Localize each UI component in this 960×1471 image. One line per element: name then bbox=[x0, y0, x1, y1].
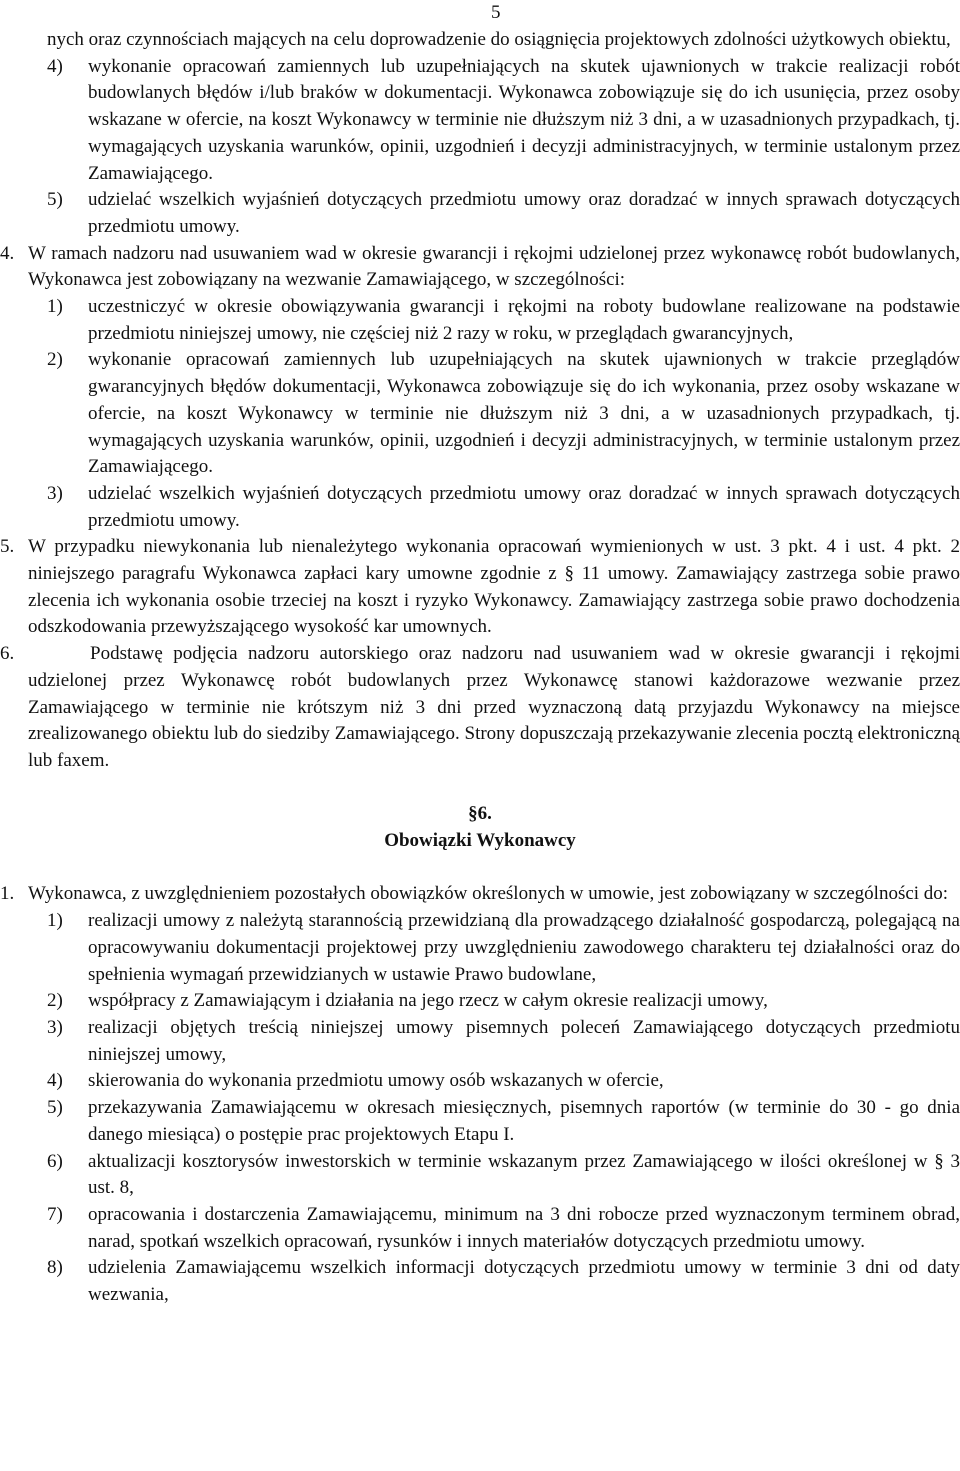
list-item-text: realizacji objętych treścią niniejszej umowy pisemnych poleceń Zamawiającego dotyczących przedmiotu niniejszej umowy, bbox=[88, 1016, 960, 1065]
list-item bbox=[0, 1255, 960, 1308]
section-text: Wykonawca, z uwzględnieniem pozostałych obowiązków określonych w umowie, jest zobowiązany w szczególności do: bbox=[28, 883, 949, 905]
list-item bbox=[0, 988, 960, 1015]
list-item bbox=[0, 908, 960, 988]
list-item-number: 2) bbox=[47, 349, 63, 371]
list-item-text: udzielać wszelkich wyjaśnień dotyczących przedmiotu umowy oraz doradzać w innych sprawach dotyczących przedmiotu umowy. bbox=[88, 482, 960, 531]
section-text: W przypadku niewykonania lub nienależytego wykonania opracowań wymienionych w ust. 3 pkt. 4 i ust. 4 pkt. 2 niniejszego paragrafu Wykonawca zapłaci kary umowne zgodnie z § 11 umowy. Zamawiający zastrzega sobie prawo zlecenia ich wykonania osobie trzeciej na koszt i ryzyko Wykonawcy. Zamawiający zastrzega sobie prawo dochodzenia odszkodowania przewyższającego wysokość kar umownych. bbox=[28, 536, 960, 638]
list-item-number: 7) bbox=[47, 1203, 63, 1225]
section-heading-number: §6. bbox=[468, 803, 492, 825]
list-item-text: uczestniczyć w okresie obowiązywania gwarancji i rękojmi na roboty budowlane realizowane na podstawie przedmiotu niniejszej umowy, nie częściej niż 2 razy w roku, w przeglądach gwarancyjnych, bbox=[88, 296, 960, 344]
list-item bbox=[0, 1202, 960, 1255]
list-item-number: 4) bbox=[47, 55, 63, 77]
document-body bbox=[0, 27, 960, 1309]
spacer bbox=[0, 855, 960, 882]
list-item-number: 6) bbox=[47, 1150, 63, 1172]
list-item-number: 3) bbox=[47, 1016, 63, 1038]
list-item-number: 8) bbox=[47, 1257, 63, 1279]
list-item-text: realizacji umowy z należytą starannością przewidzianą dla prowadzącego działalność gospodarczą, polegającą na opracowywaniu dokumentacji projektowej przy uwzględnieniu zawodowego charakteru tej działalności oraz do spełnienia wymagań przewidzianych w ustawie Prawo budowlane, bbox=[88, 910, 960, 985]
section-6 bbox=[0, 641, 960, 775]
section-4 bbox=[0, 241, 960, 294]
list-item bbox=[0, 1068, 960, 1095]
section-number: 5. bbox=[0, 536, 15, 558]
list-item bbox=[0, 481, 960, 534]
paragraph-continuation: nych oraz czynnościach mających na celu doprowadzenie do osiągnięcia projektowych zdolności użytkowych obiektu, bbox=[47, 29, 951, 50]
page-number: 5 bbox=[491, 2, 501, 23]
list-item-text: przekazywania Zamawiającemu w okresach miesięcznych, pisemnych raportów (w terminie do 30 - go dnia danego miesiąca) o postępie prac projektowych Etapu I. bbox=[88, 1097, 960, 1145]
list-item-text: współpracy z Zamawiającym i działania na jego rzecz w całym okresie realizacji umowy, bbox=[88, 990, 768, 1012]
section-number: 6. bbox=[0, 643, 15, 665]
spacer bbox=[0, 775, 960, 802]
list-item-text: udzielenia Zamawiającemu wszelkich informacji dotyczących przedmiotu umowy w terminie 3 dni od daty wezwania, bbox=[88, 1257, 960, 1306]
list-item-text: skierowania do wykonania przedmiotu umowy osób wskazanych w ofercie, bbox=[88, 1070, 664, 1092]
list-item-number: 4) bbox=[47, 1070, 63, 1092]
section-5 bbox=[0, 534, 960, 641]
section-heading-title: Obowiązki Wykonawcy bbox=[384, 830, 576, 852]
list-item-number: 3) bbox=[47, 482, 63, 504]
list-item bbox=[0, 1095, 960, 1148]
list-item bbox=[0, 187, 960, 240]
list-item-text: wykonanie opracowań zamiennych lub uzupełniających na skutek ujawnionych w trakcie przeglądów gwarancyjnych błędów dokumentacji, Wykonawca zobowiązuje się do ich wykonania, przez osoby wskazane w ofercie, na koszt Wykonawcy w terminie nie dłuższym niż 3 dni, a w uzasadnionych przypadkach, tj. wymagających uzyskania warunków, opinii, uzgodnień i decyzji administracyjnych, w terminie ustalonym przez Zamawiającego. bbox=[88, 349, 960, 478]
section-number: 1. bbox=[0, 883, 15, 905]
list-item-number: 1) bbox=[47, 910, 63, 932]
list-item-text: wykonanie opracowań zamiennych lub uzupełniających na skutek ujawnionych w trakcie realizacji robót budowlanych błędów i/lub braków w dokumentacji. Wykonawca zobowiązuje się do ich usunięcia, przez osoby wskazane w ofercie, na koszt Wykonawcy w terminie nie dłuższym niż 3 dni, a w uzasadnionych przypadkach, tj. wymagających uzyskania warunków, opinii, uzgodnień i decyzji administracyjnych, w terminie ustalonym przez Zamawiającego. bbox=[88, 55, 960, 184]
section-text: W ramach nadzoru nad usuwaniem wad w okresie gwarancji i rękojmi udzielonej przez wykonawcę robót budowlanych, Wykonawca jest zobowiązany na wezwanie Zamawiającego, w szczególności: bbox=[28, 242, 960, 291]
list-item bbox=[0, 347, 960, 481]
list-item-text: opracowania i dostarczenia Zamawiającemu, minimum na 3 dni robocze przed wyznaczonym terminem obrad, narad, spotkań wszelkich opracowań, rysunków i innych materiałów dotyczących przedmiotu umowy. bbox=[88, 1203, 960, 1252]
list-item-number: 5) bbox=[47, 189, 63, 211]
list-item bbox=[0, 294, 960, 347]
list-item bbox=[0, 1149, 960, 1202]
list-item-text: udzielać wszelkich wyjaśnień dotyczących przedmiotu umowy oraz doradzać w innych sprawach dotyczących przedmiotu umowy. bbox=[88, 189, 960, 237]
list-item bbox=[0, 1015, 960, 1068]
list-item-number: 2) bbox=[47, 990, 63, 1012]
list-item bbox=[0, 54, 960, 188]
section-text: Podstawę podjęcia nadzoru autorskiego oraz nadzoru nad usuwaniem wad w okresie gwarancji i rękojmi udzielonej przez Wykonawcę robót budowlanych przez Wykonawcę stanowi każdorazowe wezwanie przez Zamawiającego w terminie nie krótszym niż 3 dni przed wyznaczoną datą przyjazdu Wykonawcy na miejsce zrealizowanego obiektu lub do siedziby Zamawiającego. Strony dopuszczają przekazywanie zlecenia pocztą elektroniczną lub faxem. bbox=[28, 643, 960, 771]
list-item-text: aktualizacji kosztorysów inwestorskich w terminie wskazanym przez Zamawiającego w ilości określonej w § 3 ust. 8, bbox=[88, 1150, 960, 1199]
list-item-number: 5) bbox=[47, 1097, 63, 1119]
section-number: 4. bbox=[0, 242, 15, 264]
paragraph-1 bbox=[0, 881, 960, 908]
list-item-number: 1) bbox=[47, 296, 63, 318]
